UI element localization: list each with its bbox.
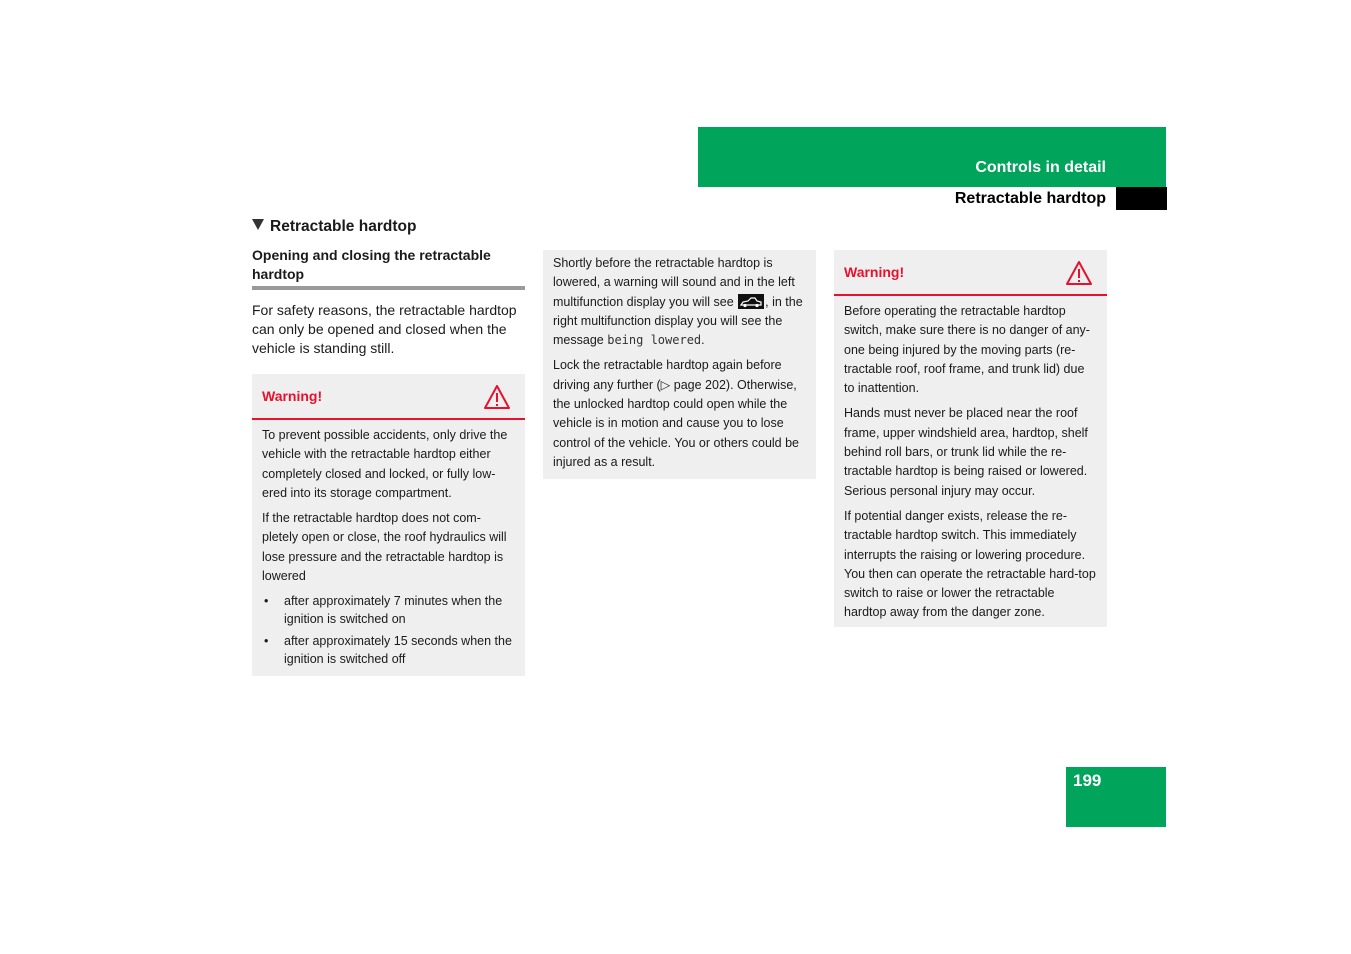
main-heading-text: Retractable hardtop (270, 218, 417, 235)
bullet-list (262, 592, 515, 668)
warning-triangle-icon (483, 384, 511, 410)
section-marker (1116, 187, 1167, 210)
warning-title: Warning! (844, 264, 905, 280)
info-paragraph: Lock the retractable hardtop again before driving any further (▷ page 202). Otherwise, the unlocked hardtop could open while the vehicle is in motion and cause you to lose control of the vehicle. You or others could be injured as a result. (553, 358, 799, 469)
info-text: , in the right multifunction display you will see the message (553, 294, 803, 348)
warning-paragraph: To prevent possible accidents, only drive the vehicle with the retractable hardtop either completely closed and locked, or fully low-ered into its storage compartment. (262, 428, 508, 500)
warning-triangle-icon (1065, 260, 1093, 286)
warning-paragraph: If potential danger exists, release the re-tractable hardtop switch. This immediately interrupts the raising or lowering procedure. You then can operate the retractable hard-top switch to raise or lower the retractable hardtop away from the danger zone. (844, 508, 1096, 620)
info-box-middle (543, 250, 816, 479)
list-item (262, 632, 515, 668)
bullet-icon: • (264, 634, 269, 649)
warning-box-right (834, 250, 1107, 627)
info-text: . (701, 333, 705, 348)
warning-header (834, 250, 1107, 296)
intro-text: For safety reasons, the retractable hardtop can only be opened and closed when the vehicle is standing still. (252, 302, 517, 356)
list-item-text: after approximately 15 seconds when the ignition is switched off (284, 634, 512, 667)
list-item (262, 592, 515, 628)
convertible-car-icon (738, 294, 764, 309)
warning-paragraph: Before operating the retractable hardtop switch, make sure there is no danger of any-one being injured by the moving parts (re-tractable roof, roof frame, and trunk lid) due to inattention. (844, 304, 1090, 396)
main-heading (252, 218, 416, 236)
warning-box-left (252, 374, 525, 676)
warning-title: Warning! (262, 388, 323, 404)
info-body (543, 250, 816, 486)
display-message: being lowered (607, 333, 702, 348)
warning-body (834, 296, 1107, 637)
subheading: Opening and closing the retractable hardtop (252, 246, 525, 290)
triangle-down-icon (252, 219, 264, 230)
warning-header (252, 374, 525, 420)
warning-body (252, 420, 525, 680)
chapter-title: Controls in detail (975, 159, 1106, 176)
info-text: Shortly before the retractable hardtop is lowered, a warning will sound and in the left multifunction display you will see (553, 256, 795, 309)
list-item-text: after approximately 7 minutes when the ignition is switched on (284, 594, 503, 627)
info-paragraph (553, 254, 806, 350)
page-number-box (1066, 767, 1166, 827)
bullet-icon: • (264, 594, 269, 609)
warning-paragraph: Hands must never be placed near the roof frame, upper windshield area, hardtop, shelf behind roll bars, or trunk lid while the re-tractable hardtop is being raised or lowered. Serious personal injury may occur. (844, 406, 1088, 498)
header-band (698, 127, 1166, 187)
page-number: 199 (1073, 771, 1102, 790)
section-title: Retractable hardtop (954, 190, 1106, 207)
warning-paragraph: If the retractable hardtop does not com-pletely open or close, the roof hydraulics will lose pressure and the retractable hardtop is lowered (262, 511, 507, 584)
